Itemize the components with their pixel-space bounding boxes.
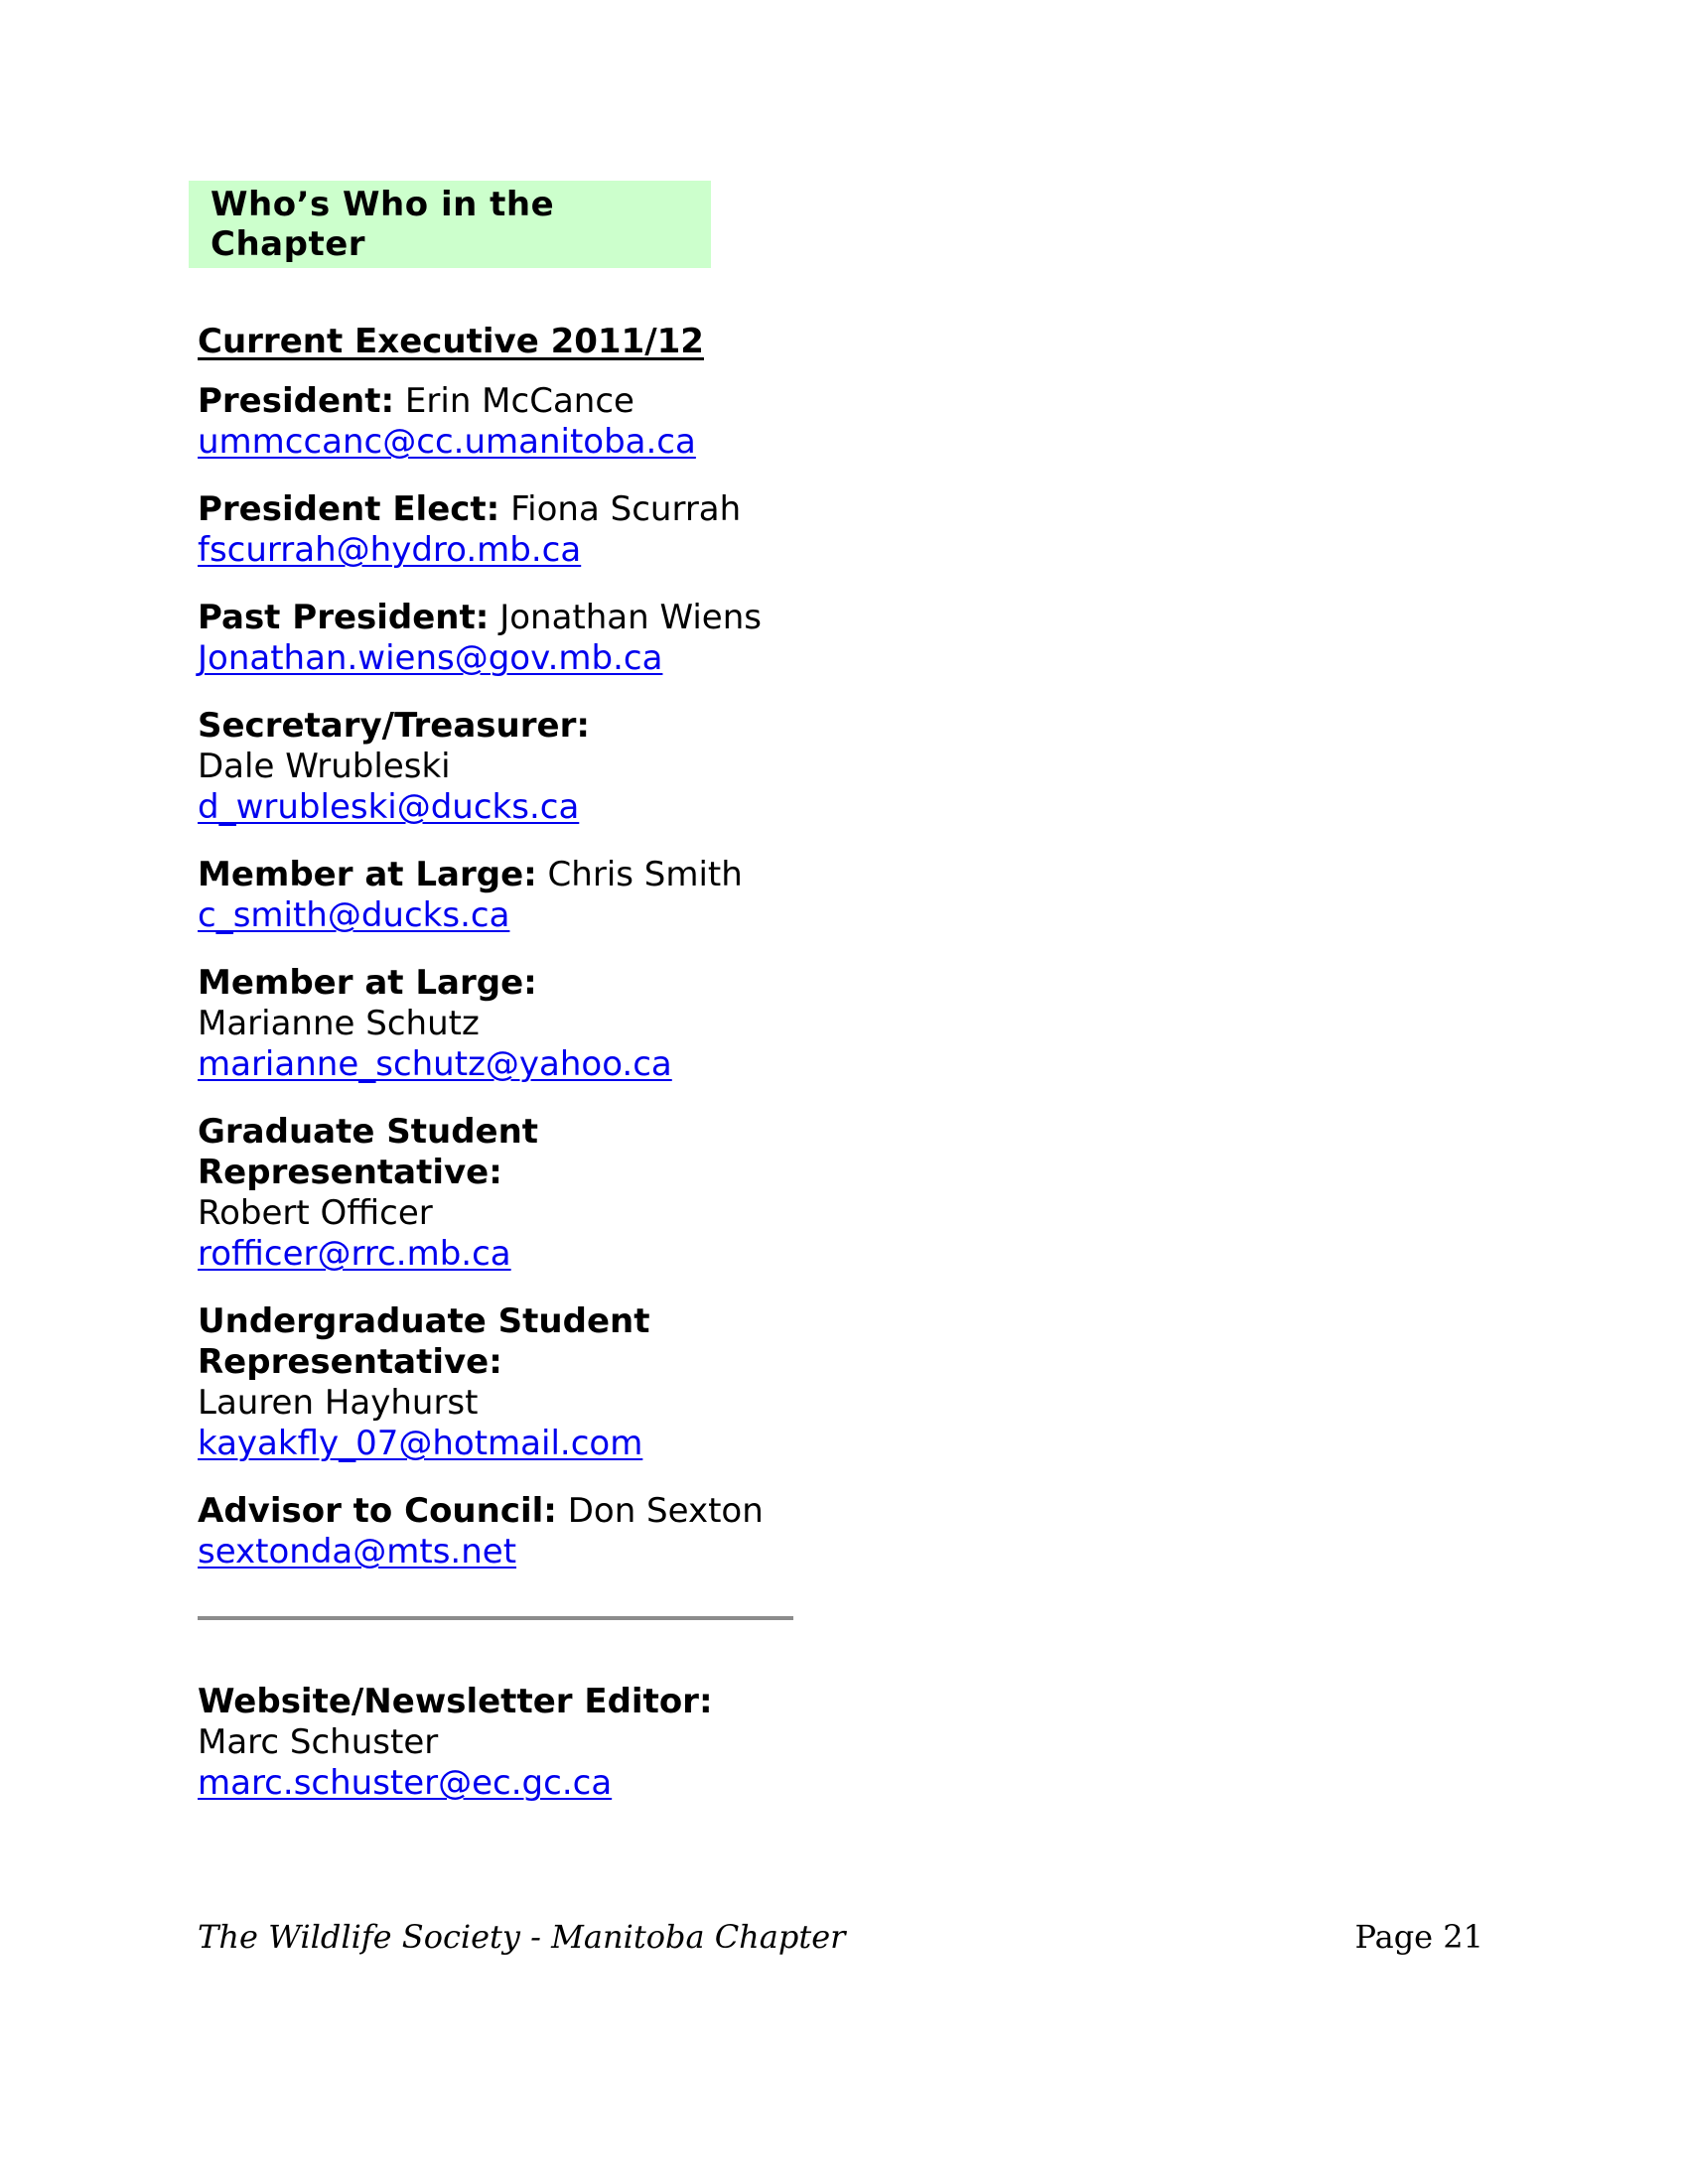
member-name: Lauren Hayhurst (198, 1383, 479, 1423)
member-role: Member at Large: (198, 855, 537, 894)
member-secretary-treasurer (198, 706, 833, 828)
member-role: Secretary/Treasurer: (198, 706, 590, 746)
member-role-line2: Representative: (198, 1342, 502, 1382)
member-name: Chris Smith (547, 855, 743, 894)
member-past-president (198, 598, 833, 679)
member-graduate-rep (198, 1112, 833, 1275)
member-name: Marianne Schutz (198, 1004, 480, 1043)
executive-list (198, 316, 833, 1831)
member-undergraduate-rep (198, 1301, 833, 1464)
member-role: President: (198, 381, 395, 421)
member-email-link[interactable]: Jonathan.wiens@gov.mb.ca (198, 638, 663, 678)
member-advisor (198, 1491, 833, 1572)
member-name: Don Sexton (567, 1491, 764, 1531)
member-role: Past President: (198, 598, 490, 637)
member-name: Erin McCance (404, 381, 634, 421)
member-email-link[interactable]: sextonda@mts.net (198, 1532, 517, 1571)
section-divider (198, 1616, 793, 1620)
member-email-link[interactable]: rofficer@rrc.mb.ca (198, 1234, 511, 1274)
member-role: Website/Newsletter Editor: (198, 1682, 713, 1721)
member-role-line1: Undergraduate Student (198, 1301, 650, 1341)
executive-title: Current Executive 2011/12 (198, 322, 704, 361)
member-president (198, 381, 833, 463)
member-email-link[interactable]: marianne_schutz@yahoo.ca (198, 1044, 672, 1084)
member-role: President Elect: (198, 489, 500, 529)
member-email-link[interactable]: fscurrah@hydro.mb.ca (198, 530, 582, 570)
member-role-line2: Representative: (198, 1153, 502, 1192)
footer-publication: The Wildlife Society - Manitoba Chapter (198, 1918, 846, 1956)
member-name: Dale Wrubleski (198, 747, 451, 786)
member-at-large-2 (198, 963, 833, 1085)
member-email-link[interactable]: d_wrubleski@ducks.ca (198, 787, 580, 827)
member-role: Member at Large: (198, 963, 537, 1003)
member-name: Robert Officer (198, 1193, 433, 1233)
member-role: Advisor to Council: (198, 1491, 557, 1531)
section-heading-box (189, 181, 711, 268)
footer-page-number: Page 21 (1354, 1918, 1483, 1956)
member-editor (198, 1682, 833, 1804)
member-name: Fiona Scurrah (510, 489, 742, 529)
section-heading: Who’s Who in the Chapter (211, 185, 555, 264)
member-role-line1: Graduate Student (198, 1112, 539, 1152)
member-email-link[interactable]: c_smith@ducks.ca (198, 895, 510, 935)
member-email-link[interactable]: kayakfly_07@hotmail.com (198, 1424, 643, 1463)
member-name: Jonathan Wiens (499, 598, 762, 637)
member-email-link[interactable]: ummccanc@cc.umanitoba.ca (198, 422, 696, 462)
member-president-elect (198, 489, 833, 571)
member-email-link[interactable]: marc.schuster@ec.gc.ca (198, 1763, 613, 1803)
member-at-large-1 (198, 855, 833, 936)
member-name: Marc Schuster (198, 1722, 439, 1762)
